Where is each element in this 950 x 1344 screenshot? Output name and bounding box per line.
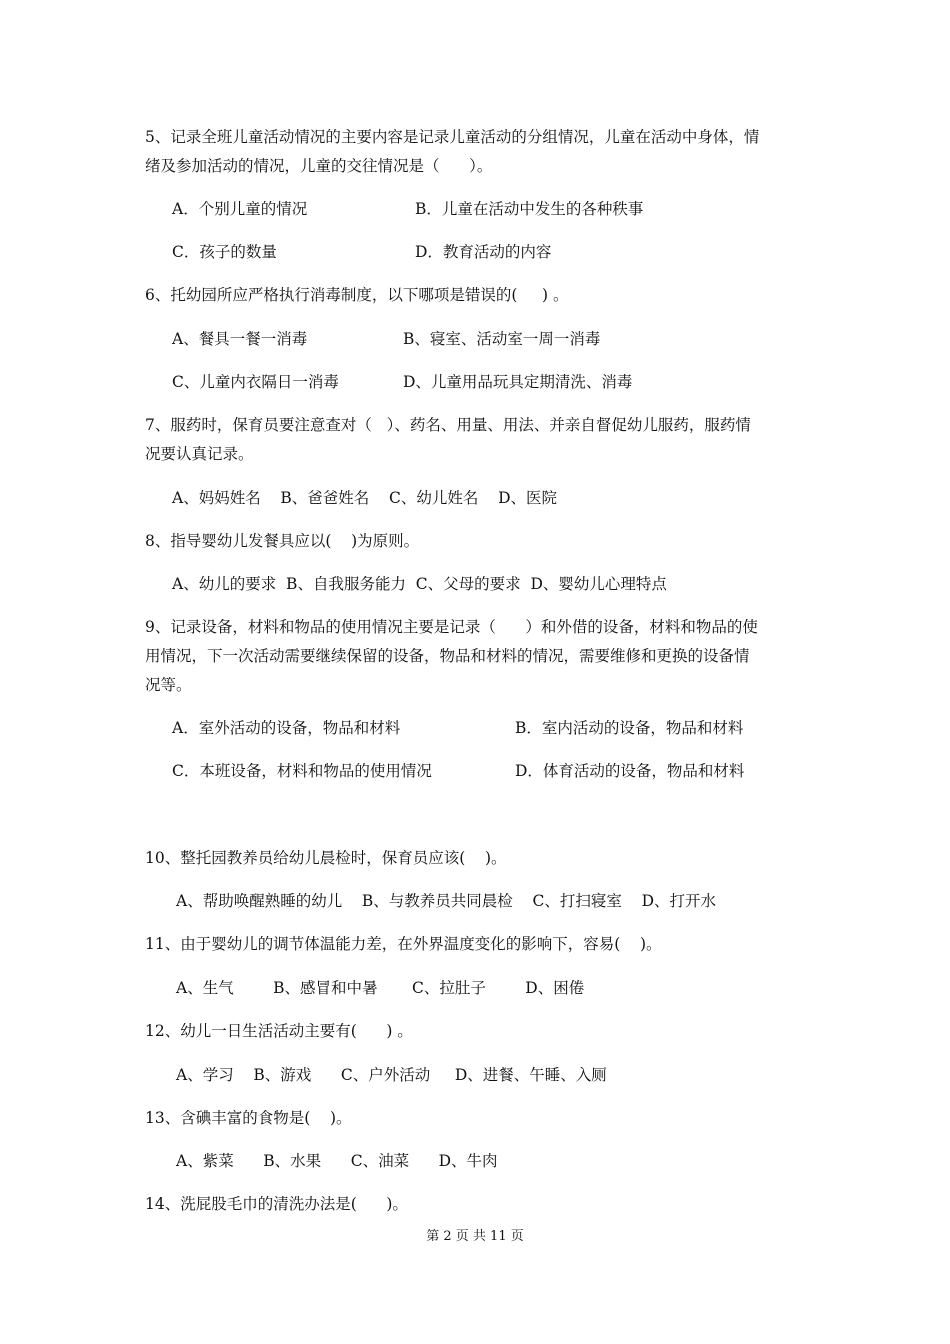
question-7-line-1: 7、服药时，保育员要注意查对（ ）、药名、用量、用法、并亲自督促幼儿服药，服药情 <box>145 416 751 434</box>
question-5-option-b: B．儿童在活动中发生的各种秩事 <box>415 200 644 218</box>
question-6-line-1: 6、托幼园所应严格执行消毒制度，以下哪项是错误的( ) 。 <box>145 286 569 304</box>
question-10-options: A、帮助唤醒熟睡的幼儿 B、与教养员共同晨检 C、打扫寝室 D、打开水 <box>176 892 716 910</box>
question-9-option-c: C．本班设备，材料和物品的使用情况 <box>172 762 432 780</box>
question-6-option-b: B、寝室、活动室一周一消毒 <box>403 330 601 348</box>
question-8-line-1: 8、指导婴幼儿发餐具应以( )为原则。 <box>145 532 420 550</box>
question-5-line-2: 绪及参加活动的情况，儿童的交往情况是（ ）。 <box>145 157 493 175</box>
question-12-options: A、学习 B、游戏 C、户外活动 D、进餐、午睡、入厕 <box>176 1066 607 1084</box>
question-14-line-1: 14、洗屁股毛巾的清洗办法是( )。 <box>145 1195 408 1213</box>
question-6-option-d: D、儿童用品玩具定期清洗、消毒 <box>403 373 633 391</box>
question-11-line-1: 11、由于婴幼儿的调节体温能力差，在外界温度变化的影响下，容易( )。 <box>145 935 662 953</box>
question-9-line-3: 况等。 <box>145 676 192 694</box>
question-5-option-d: D．教育活动的内容 <box>415 243 552 261</box>
question-13-line-1: 13、含碘丰富的食物是( )。 <box>145 1109 352 1127</box>
question-10-line-1: 10、整托园教养员给幼儿晨检时，保育员应该( )。 <box>145 849 507 867</box>
question-11-options: A、生气 B、感冒和中暑 C、拉肚子 D、困倦 <box>176 979 585 997</box>
question-5-option-c: C．孩子的数量 <box>172 243 277 261</box>
question-9-option-a: A．室外活动的设备，物品和材料 <box>172 719 401 737</box>
page-number-footer: 第 2 页 共 11 页 <box>426 1229 524 1244</box>
question-5-option-a: A．个别儿童的情况 <box>172 200 308 218</box>
question-12-line-1: 12、幼儿一日生活活动主要有( ) 。 <box>145 1022 413 1040</box>
question-5-line-1: 5、记录全班儿童活动情况的主要内容是记录儿童活动的分组情况，儿童在活动中身体，情 <box>145 128 760 146</box>
question-9-line-1: 9、记录设备，材料和物品的使用情况主要是记录（ ）和外借的设备，材料和物品的使 <box>145 618 758 636</box>
question-8-options: A、幼儿的要求 B、自我服务能力 C、父母的要求 D、婴幼儿心理特点 <box>172 575 667 593</box>
question-7-line-2: 况要认真记录。 <box>145 445 254 463</box>
question-6-option-a: A、餐具一餐一消毒 <box>172 330 308 348</box>
question-9-option-d: D．体育活动的设备，物品和材料 <box>515 762 745 780</box>
question-6-option-c: C、儿童内衣隔日一消毒 <box>172 373 339 391</box>
question-13-options: A、紫菜 B、水果 C、油菜 D、牛肉 <box>176 1152 498 1170</box>
question-7-options: A、妈妈姓名 B、爸爸姓名 C、幼儿姓名 D、医院 <box>172 489 557 507</box>
question-9-line-2: 用情况，下一次活动需要继续保留的设备，物品和材料的情况，需要维修和更换的设备情 <box>145 647 750 665</box>
question-9-option-b: B．室内活动的设备，物品和材料 <box>515 719 744 737</box>
